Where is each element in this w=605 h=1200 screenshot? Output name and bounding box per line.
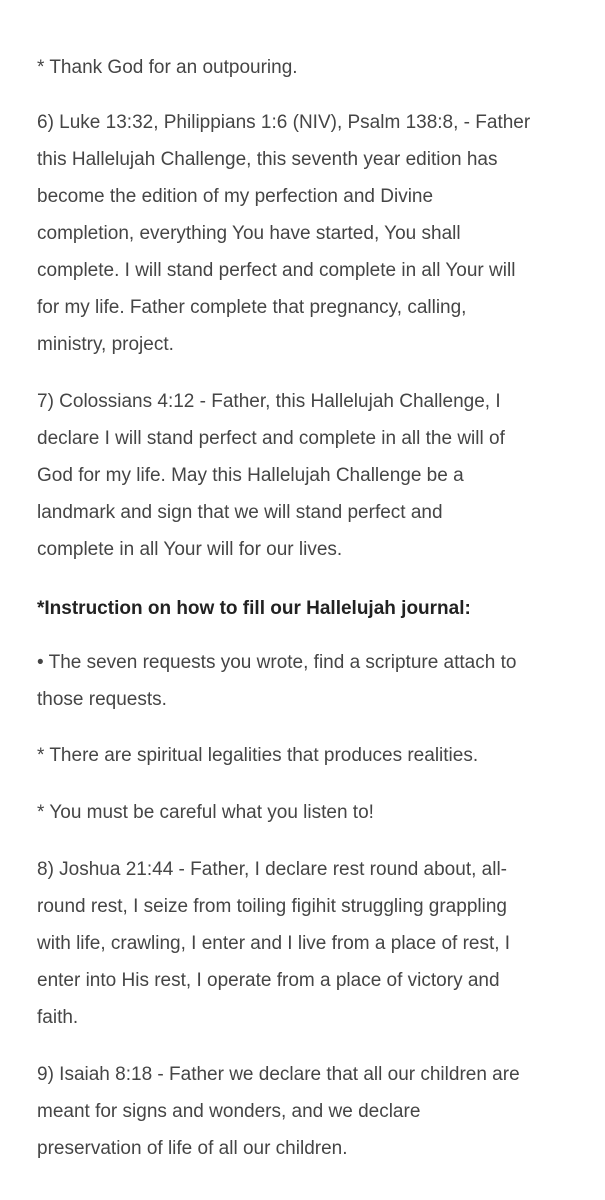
text-line: 9) Isaiah 8:18 - Father we declare that all our children are [37,1064,520,1085]
text-line: • The seven requests you wrote, find a scripture attach to [37,652,517,673]
text-line: complete. I will stand perfect and complete in all Your will [37,260,516,281]
text-line: * You must be careful what you listen to! [37,802,374,823]
text-line: ministry, project. [37,334,174,355]
text-line: for my life. Father complete that pregnancy, calling, [37,297,467,318]
text-line: enter into His rest, I operate from a place of victory and [37,970,500,991]
heading-line: *Instruction on how to fill our Hallelujah journal: [37,598,471,619]
text-line: those requests. [37,689,167,710]
text-line: declare I will stand perfect and complete in all the will of [37,428,505,449]
text-line: complete in all Your will for our lives. [37,539,343,560]
text-line: 8) Joshua 21:44 - Father, I declare rest round about, all- [37,859,507,880]
text-line: landmark and sign that we will stand perfect and [37,502,443,523]
text-line: become the edition of my perfection and Divine [37,186,434,207]
text-line: round rest, I seize from toiling figihit struggling grappling [37,896,507,917]
text-line: God for my life. May this Hallelujah Challenge be a [37,465,464,486]
text-line: 6) Luke 13:32, Philippians 1:6 (NIV), Psalm 138:8, - Father [37,112,531,133]
text-line: * Thank God for an outpouring. [37,57,298,78]
text-line: * There are spiritual legalities that produces realities. [37,745,479,766]
text-line: completion, everything You have started, You shall [37,223,461,244]
text-line: with life, crawling, I enter and I live from a place of rest, I [37,933,511,954]
text-line: preservation of life of all our children. [37,1138,348,1159]
text-line: meant for signs and wonders, and we declare [37,1101,421,1122]
text-line: this Hallelujah Challenge, this seventh year edition has [37,149,498,170]
text-line: faith. [37,1007,79,1028]
text-line: 7) Colossians 4:12 - Father, this Hallelujah Challenge, I [37,391,501,412]
